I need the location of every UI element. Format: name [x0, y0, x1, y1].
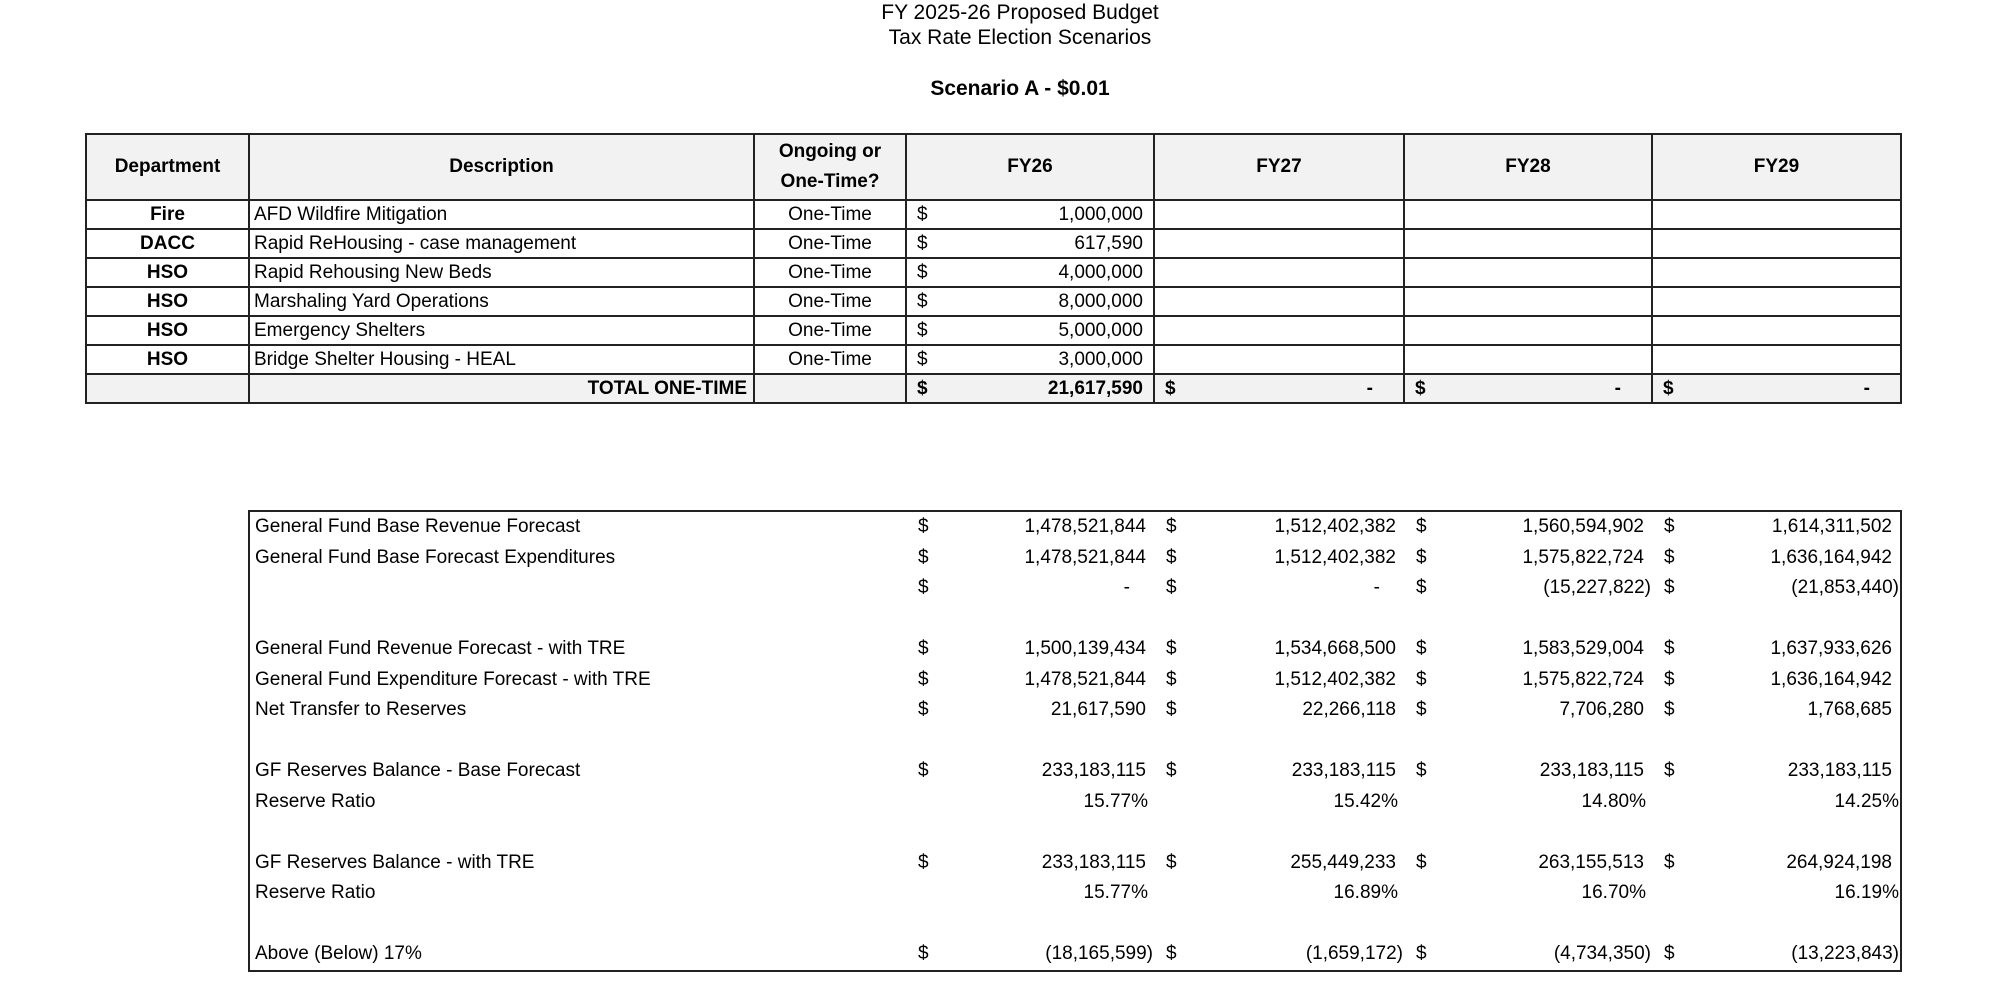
- currency-symbol: $: [917, 349, 928, 370]
- total-type-cell: [754, 374, 906, 403]
- currency-symbol: $: [1416, 760, 1427, 782]
- row-label: Reserve Ratio: [255, 790, 376, 812]
- fy27-cell: [1154, 229, 1404, 258]
- fy27-value: 255,449,233: [1290, 851, 1396, 873]
- total-label: TOTAL ONE-TIME: [249, 374, 754, 403]
- table-row: [86, 287, 1901, 316]
- column-header-ongoing-line1: Ongoing or: [778, 141, 882, 162]
- fy26-value: 1,478,521,844: [1024, 516, 1146, 538]
- fy29-cell: [1652, 229, 1901, 258]
- fy28-value: 14.80%: [1581, 790, 1646, 812]
- fy27-value: 1,534,668,500: [1274, 638, 1396, 660]
- currency-symbol: $: [918, 851, 929, 873]
- forecast-row-ratio: [249, 787, 1901, 818]
- department-cell: Fire: [86, 200, 249, 229]
- empty-cell: [1404, 878, 1434, 909]
- currency-symbol: $: [1166, 943, 1177, 965]
- fy27-value: (1,659,172): [1305, 943, 1403, 965]
- row-label: Net Transfer to Reserves: [255, 699, 467, 721]
- fy29-value: 1,636,164,942: [1770, 546, 1892, 568]
- currency-symbol: $: [1664, 546, 1675, 568]
- fy28-value: 7,706,280: [1559, 699, 1644, 721]
- total-fy27-cell: [1154, 374, 1404, 403]
- currency-symbol: $: [1416, 546, 1427, 568]
- forecast-row: [249, 695, 1901, 726]
- total-fy26-amount: 21,617,590: [1047, 378, 1143, 399]
- fy26-amount: 5,000,000: [1058, 320, 1143, 341]
- currency-symbol: $: [1664, 699, 1675, 721]
- fy28-cell: [1404, 316, 1652, 345]
- fy29-cell: [1652, 316, 1901, 345]
- fy26-cell: [906, 345, 1154, 374]
- fy28-value: 1,583,529,004: [1522, 638, 1644, 660]
- fy28-cell: [1404, 258, 1652, 287]
- document-subtitle: Tax Rate Election Scenarios: [888, 26, 1152, 49]
- fy26-value: 1,478,521,844: [1024, 668, 1146, 690]
- department-cell: DACC: [86, 229, 249, 258]
- forecast-row: [249, 634, 1901, 665]
- type-cell: One-Time: [754, 287, 906, 316]
- row-label: GF Reserves Balance - Base Forecast: [255, 760, 581, 782]
- row-label: General Fund Base Revenue Forecast: [255, 516, 581, 538]
- fy26-amount: 3,000,000: [1058, 349, 1143, 370]
- currency-symbol: $: [1663, 378, 1674, 399]
- column-header-description: Description: [249, 134, 754, 200]
- currency-symbol: $: [1416, 699, 1427, 721]
- fy28-value: 1,575,822,724: [1522, 668, 1644, 690]
- empty-cell: [1154, 878, 1184, 909]
- fy26-value: 15.77%: [1083, 790, 1148, 812]
- fy28-cell: [1404, 287, 1652, 316]
- fy29-value: 1,636,164,942: [1770, 668, 1892, 690]
- row-label: Reserve Ratio: [255, 882, 376, 904]
- fy29-value: (21,853,440): [1791, 577, 1899, 599]
- type-cell: One-Time: [754, 345, 906, 374]
- row-label: GF Reserves Balance - with TRE: [255, 851, 535, 873]
- currency-symbol: $: [1416, 638, 1427, 660]
- currency-symbol: $: [1166, 668, 1177, 690]
- fy28-value: 233,183,115: [1539, 760, 1644, 782]
- fy27-value: 1,512,402,382: [1274, 516, 1396, 538]
- forecast-row: [249, 665, 1901, 696]
- spacer-row: [249, 817, 1901, 848]
- fy28-cell: [1404, 200, 1652, 229]
- spacer-row: [249, 726, 1901, 757]
- currency-symbol: $: [1166, 851, 1177, 873]
- fy28-value: 263,155,513: [1538, 851, 1644, 873]
- fy29-value: (13,223,843): [1791, 943, 1899, 965]
- description-cell: Emergency Shelters: [249, 316, 754, 345]
- empty-cell: [1652, 787, 1682, 818]
- forecast-row: [249, 848, 1901, 879]
- column-header-ongoing-line2: One-Time?: [780, 171, 880, 192]
- fy29-value: 1,768,685: [1807, 699, 1892, 721]
- fy28-value: 1,575,822,724: [1522, 546, 1644, 568]
- currency-symbol: $: [1166, 546, 1177, 568]
- fy29-value: 264,924,198: [1786, 851, 1892, 873]
- fy26-amount: 8,000,000: [1058, 291, 1143, 312]
- fy29-value: 1,637,933,626: [1770, 638, 1892, 660]
- fy29-value: 1,614,311,502: [1771, 516, 1892, 538]
- forecast-table: [248, 510, 1902, 972]
- fy27-cell: [1154, 200, 1404, 229]
- spacer-cell: [249, 817, 1901, 848]
- spacer-row: [249, 604, 1901, 635]
- forecast-row: [249, 511, 1901, 543]
- fy27-value: -: [1373, 577, 1380, 599]
- total-fy26-cell: [906, 374, 1154, 403]
- type-cell: One-Time: [754, 200, 906, 229]
- currency-symbol: $: [918, 546, 929, 568]
- department-cell: HSO: [86, 258, 249, 287]
- type-cell: One-Time: [754, 258, 906, 287]
- fy28-cell: [1404, 229, 1652, 258]
- column-header-fy29: FY29: [1652, 134, 1901, 200]
- total-row: [86, 374, 1901, 403]
- fy28-value: (4,734,350): [1553, 943, 1651, 965]
- fy27-value: 15.42%: [1333, 790, 1398, 812]
- empty-cell: [906, 878, 936, 909]
- currency-symbol: $: [1416, 516, 1427, 538]
- description-cell: Bridge Shelter Housing - HEAL: [249, 345, 754, 374]
- description-cell: Marshaling Yard Operations: [249, 287, 754, 316]
- fy26-value: 21,617,590: [1050, 699, 1146, 721]
- spacer-row: [249, 909, 1901, 940]
- fy29-value: 233,183,115: [1787, 760, 1892, 782]
- currency-symbol: $: [918, 699, 929, 721]
- currency-symbol: $: [1416, 851, 1427, 873]
- empty-cell: [1652, 878, 1682, 909]
- currency-symbol: $: [917, 378, 928, 399]
- one-time-items-table: [85, 133, 1902, 404]
- total-department-cell: [86, 374, 249, 403]
- currency-symbol: $: [1664, 577, 1675, 599]
- fy26-cell: [906, 229, 1154, 258]
- fy26-cell: [906, 316, 1154, 345]
- spacer-cell: [249, 604, 1901, 635]
- forecast-row-base-difference: [249, 573, 1901, 604]
- type-cell: One-Time: [754, 316, 906, 345]
- total-fy28-amount: -: [1614, 378, 1621, 399]
- currency-symbol: $: [917, 262, 928, 283]
- fy27-cell: [1154, 345, 1404, 374]
- fy26-value: (18,165,599): [1045, 943, 1153, 965]
- currency-symbol: $: [1664, 668, 1675, 690]
- empty-cell: [1154, 787, 1184, 818]
- table-header-row: [86, 134, 1901, 200]
- fy26-cell: [906, 287, 1154, 316]
- currency-symbol: $: [1664, 638, 1675, 660]
- row-label: General Fund Revenue Forecast - with TRE: [255, 638, 626, 660]
- column-header-fy27: FY27: [1154, 134, 1404, 200]
- row-label: [249, 573, 906, 604]
- fy27-value: 1,512,402,382: [1274, 668, 1396, 690]
- row-label: General Fund Base Forecast Expenditures: [255, 546, 616, 568]
- fy27-cell: [1154, 258, 1404, 287]
- fy26-cell: [906, 258, 1154, 287]
- total-fy29-cell: [1652, 374, 1901, 403]
- row-label: General Fund Expenditure Forecast - with TRE: [255, 668, 651, 690]
- currency-symbol: $: [918, 760, 929, 782]
- fy28-value: 1,560,594,902: [1522, 516, 1644, 538]
- currency-symbol: $: [1166, 638, 1177, 660]
- column-header-fy28: FY28: [1404, 134, 1652, 200]
- fy26-amount: 4,000,000: [1058, 262, 1143, 283]
- currency-symbol: $: [1415, 378, 1426, 399]
- fy29-cell: [1652, 258, 1901, 287]
- fy26-value: 233,183,115: [1041, 851, 1146, 873]
- spacer-cell: [249, 726, 1901, 757]
- currency-symbol: $: [1166, 516, 1177, 538]
- table-row: [86, 229, 1901, 258]
- fy26-value: 233,183,115: [1041, 760, 1146, 782]
- currency-symbol: $: [1664, 943, 1675, 965]
- currency-symbol: $: [917, 320, 928, 341]
- fy26-value: -: [1123, 577, 1130, 599]
- empty-cell: [1404, 787, 1434, 818]
- scenario-title: Scenario A - $0.01: [930, 77, 1110, 100]
- fy27-value: 233,183,115: [1291, 760, 1396, 782]
- currency-symbol: $: [918, 577, 929, 599]
- description-cell: AFD Wildfire Mitigation: [249, 200, 754, 229]
- table-row: [86, 316, 1901, 345]
- forecast-row-ratio: [249, 878, 1901, 909]
- currency-symbol: $: [1165, 378, 1176, 399]
- fy27-value: 1,512,402,382: [1274, 546, 1396, 568]
- description-cell: Rapid ReHousing - case management: [249, 229, 754, 258]
- forecast-row-above-below: [249, 939, 1901, 971]
- total-fy28-cell: [1404, 374, 1652, 403]
- department-cell: HSO: [86, 316, 249, 345]
- fy27-cell: [1154, 316, 1404, 345]
- fy29-cell: [1652, 287, 1901, 316]
- currency-symbol: $: [917, 204, 928, 225]
- fy26-amount: 617,590: [1074, 233, 1143, 254]
- fy26-value: 1,500,139,434: [1024, 638, 1146, 660]
- fy28-value: 16.70%: [1581, 882, 1646, 904]
- currency-symbol: $: [918, 516, 929, 538]
- table-row: [86, 200, 1901, 229]
- fy26-value: 1,478,521,844: [1024, 546, 1146, 568]
- description-cell: Rapid Rehousing New Beds: [249, 258, 754, 287]
- fy28-value: (15,227,822): [1543, 577, 1651, 599]
- currency-symbol: $: [918, 943, 929, 965]
- spacer-cell: [249, 909, 1901, 940]
- fy29-value: 14.25%: [1834, 790, 1899, 812]
- total-fy29-amount: -: [1863, 378, 1870, 399]
- empty-cell: [906, 787, 936, 818]
- fy27-value: 22,266,118: [1302, 699, 1396, 721]
- currency-symbol: $: [1166, 760, 1177, 782]
- fy27-value: 16.89%: [1333, 882, 1398, 904]
- currency-symbol: $: [1664, 851, 1675, 873]
- column-header-fy26: FY26: [906, 134, 1154, 200]
- fy26-value: 15.77%: [1083, 882, 1148, 904]
- fy28-cell: [1404, 345, 1652, 374]
- fy26-cell: [906, 200, 1154, 229]
- currency-symbol: $: [1416, 943, 1427, 965]
- currency-symbol: $: [918, 638, 929, 660]
- fy29-cell: [1652, 345, 1901, 374]
- type-cell: One-Time: [754, 229, 906, 258]
- document-title: FY 2025-26 Proposed Budget: [881, 1, 1159, 24]
- currency-symbol: $: [1166, 577, 1177, 599]
- column-header-department: Department: [86, 134, 249, 200]
- currency-symbol: $: [918, 668, 929, 690]
- currency-symbol: $: [1166, 699, 1177, 721]
- fy29-value: 16.19%: [1834, 882, 1899, 904]
- fy26-amount: 1,000,000: [1058, 204, 1143, 225]
- table-row: [86, 258, 1901, 287]
- currency-symbol: $: [917, 291, 928, 312]
- total-fy27-amount: -: [1366, 378, 1373, 399]
- currency-symbol: $: [1664, 516, 1675, 538]
- currency-symbol: $: [1416, 577, 1427, 599]
- column-header-ongoing-or-one-time: [754, 134, 906, 200]
- currency-symbol: $: [1416, 668, 1427, 690]
- currency-symbol: $: [1664, 760, 1675, 782]
- forecast-row: [249, 543, 1901, 574]
- forecast-row: [249, 756, 1901, 787]
- fy29-cell: [1652, 200, 1901, 229]
- department-cell: HSO: [86, 345, 249, 374]
- table-row: [86, 345, 1901, 374]
- department-cell: HSO: [86, 287, 249, 316]
- currency-symbol: $: [917, 233, 928, 254]
- row-label: Above (Below) 17%: [255, 943, 422, 965]
- fy27-cell: [1154, 287, 1404, 316]
